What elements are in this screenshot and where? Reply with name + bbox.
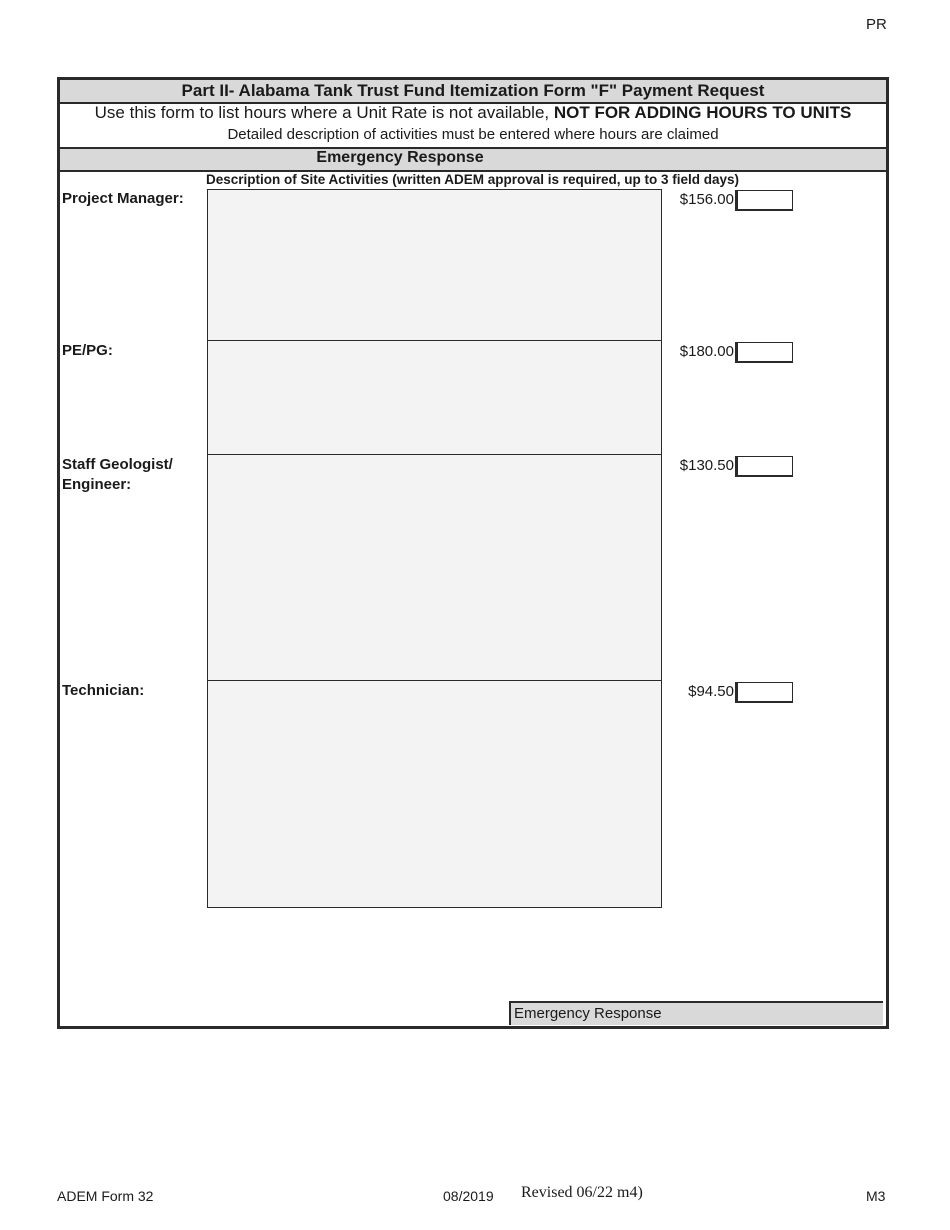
instruction-line-1 xyxy=(60,102,886,124)
role-label-pe-pg: PE/PG: xyxy=(62,342,113,359)
hours-field-technician[interactable] xyxy=(735,682,793,703)
footer-revised: Revised 06/22 m4) xyxy=(521,1184,643,1201)
role-label-technician: Technician: xyxy=(62,682,145,699)
rate-technician: $94.50 xyxy=(688,683,734,700)
description-field-technician[interactable] xyxy=(207,680,662,908)
description-field-pe-pg[interactable] xyxy=(207,340,662,455)
footer-form-name: ADEM Form 32 xyxy=(57,1188,154,1204)
instruction-bold-text: NOT FOR ADDING HOURS TO UNITS xyxy=(553,103,852,122)
role-label-project-manager: Project Manager: xyxy=(62,190,184,207)
role-label-staff-geologist-engineer: Staff Geologist/ Engineer: xyxy=(62,456,173,493)
footer-page-id: M3 xyxy=(866,1188,886,1204)
hours-field-pe-pg[interactable] xyxy=(735,342,793,363)
hours-field-project-manager[interactable] xyxy=(735,190,793,211)
rate-pe-pg: $180.00 xyxy=(679,343,734,360)
description-field-staff-geologist-engineer[interactable] xyxy=(207,454,662,682)
form-title: Part II- Alabama Tank Trust Fund Itemization Form "F" Payment Request xyxy=(60,80,886,104)
description-field-project-manager[interactable] xyxy=(207,189,662,341)
footer-date: 08/2019 xyxy=(443,1188,494,1204)
footer-section-label: Emergency Response xyxy=(514,1005,662,1022)
hours-field-staff-geologist-engineer[interactable] xyxy=(735,456,793,477)
section-title: Emergency Response xyxy=(316,149,484,166)
description-header: Description of Site Activities (written ADEM approval is required, up to 3 field days) xyxy=(205,172,740,187)
rate-staff-geologist-engineer: $130.50 xyxy=(679,457,734,474)
page-code: PR xyxy=(866,16,887,33)
instruction-normal-text: Use this form to list hours where a Unit Rate is not available, xyxy=(94,103,554,122)
instruction-line-2: Detailed description of activities must be entered where hours are claimed xyxy=(227,126,719,143)
rate-project-manager: $156.00 xyxy=(679,191,734,208)
